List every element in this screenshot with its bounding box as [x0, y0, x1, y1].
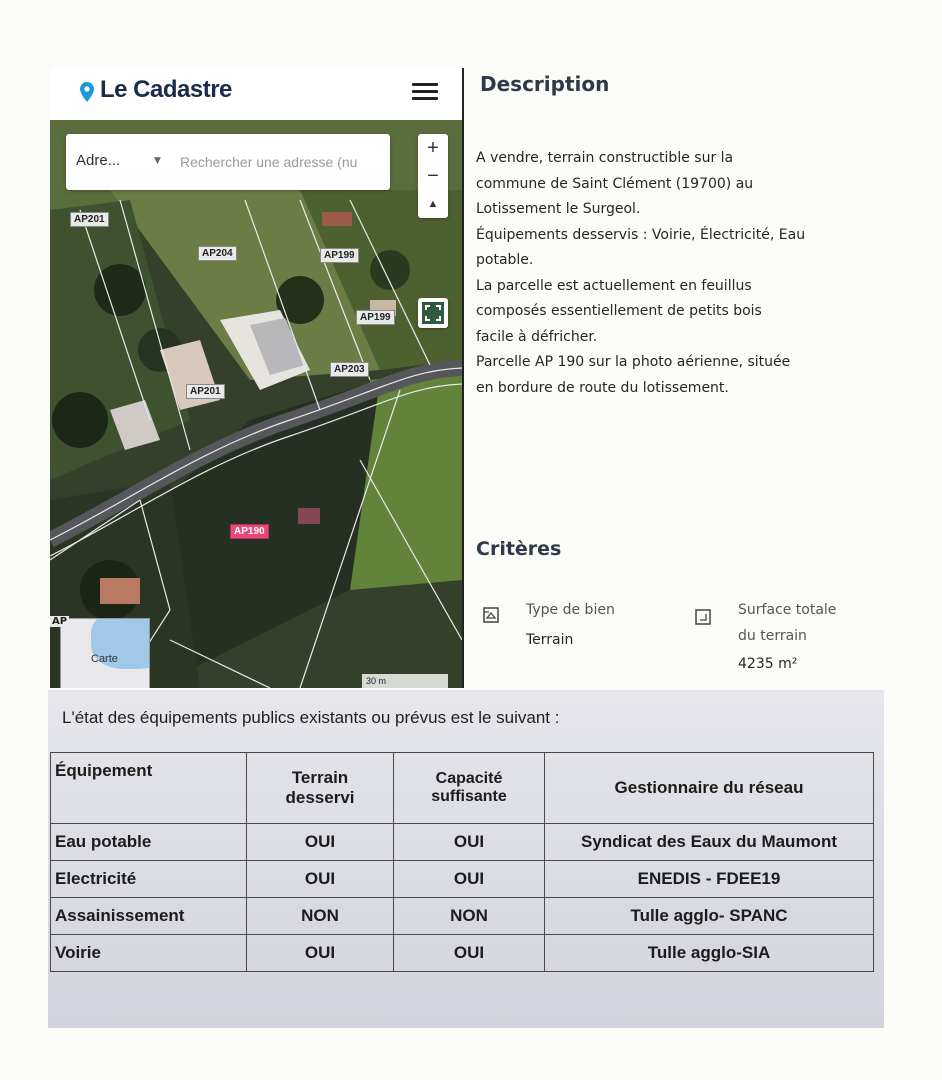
description-line: en bordure de route du lotissement.	[476, 379, 729, 396]
description-line: Équipements desservis : Voirie, Électricité, Eau	[476, 226, 806, 243]
table-row	[51, 861, 874, 898]
parcel-label[interactable]: AP199	[356, 310, 395, 325]
chevron-down-icon[interactable]: ▼	[154, 156, 161, 166]
manager-cell: Tulle agglo-SIA	[545, 935, 874, 972]
table-row	[51, 898, 874, 935]
map-header	[50, 68, 462, 120]
column-header	[394, 753, 545, 824]
description-line: facile à défricher.	[476, 328, 598, 345]
manager-cell: ENEDIS - FDEE19	[545, 861, 874, 898]
aerial-imagery	[50, 120, 462, 688]
description-heading: Description	[480, 72, 610, 96]
zoom-in-button[interactable]: +	[427, 137, 439, 159]
served-cell: OUI	[247, 861, 394, 898]
served-cell: NON	[247, 898, 394, 935]
column-header-line: Capacité	[435, 770, 503, 787]
column-header: Gestionnaire du réseau	[545, 753, 874, 824]
parcel-label-highlighted[interactable]: AP190	[230, 524, 269, 539]
parcel-label[interactable]: AP204	[198, 246, 237, 261]
hamburger-menu-icon[interactable]	[412, 80, 438, 102]
criteria-heading: Critères	[476, 538, 562, 560]
capacity-cell: OUI	[394, 935, 545, 972]
address-search-input[interactable]	[178, 148, 394, 176]
surface-label: Surface totale	[738, 602, 837, 618]
parcel-label[interactable]: AP201	[70, 212, 109, 227]
zoom-control	[418, 134, 448, 218]
manager-cell: Tulle agglo- SPANC	[545, 898, 874, 935]
column-header: Équipement	[51, 753, 247, 824]
cadastre-map-panel	[50, 68, 462, 688]
equipment-name: Assainissement	[51, 898, 247, 935]
panel-divider	[462, 68, 464, 688]
aerial-map[interactable]	[50, 120, 462, 688]
description-line: potable.	[476, 252, 534, 268]
property-type-label: Type de bien	[526, 602, 615, 618]
description-line: Lotissement le Surgeol.	[476, 201, 641, 217]
parcel-label[interactable]: AP201	[186, 384, 225, 399]
equipment-document	[48, 690, 884, 1028]
column-header-line: desservi	[285, 788, 355, 807]
address-search-box	[66, 134, 390, 190]
location-pin-icon	[80, 82, 94, 102]
zoom-out-button[interactable]: −	[427, 165, 439, 187]
table-row	[51, 824, 874, 861]
table-row	[51, 935, 874, 972]
search-type-select[interactable]: Adre...	[76, 152, 121, 169]
north-arrow-button[interactable]: ▲	[427, 198, 439, 210]
capacity-cell: OUI	[394, 824, 545, 861]
basemap-toggle[interactable]	[60, 618, 150, 688]
description-line: commune de Saint Clément (19700) au	[476, 175, 754, 192]
map-scale-bar: 30 m	[362, 674, 448, 688]
manager-cell: Syndicat des Eaux du Maumont	[545, 824, 874, 861]
equipment-intro: L'état des équipements publics existants ou prévus est le suivant :	[62, 708, 560, 727]
column-header-line: suffisante	[431, 788, 507, 805]
equipment-table	[50, 752, 874, 972]
table-header-row	[51, 753, 874, 824]
description-text	[476, 146, 886, 401]
listing-details	[476, 60, 896, 690]
parcel-label[interactable]: AP203	[330, 362, 369, 377]
fullscreen-button[interactable]	[418, 298, 448, 328]
property-type-value: Terrain	[526, 632, 574, 648]
column-header	[247, 753, 394, 824]
capacity-cell: NON	[394, 898, 545, 935]
fullscreen-icon	[418, 298, 448, 328]
surface-value: 4235 m²	[738, 656, 798, 672]
served-cell: OUI	[247, 935, 394, 972]
served-cell: OUI	[247, 824, 394, 861]
description-line: A vendre, terrain constructible sur la	[476, 150, 734, 166]
column-header-line: Terrain	[291, 768, 349, 787]
description-line: Parcelle AP 190 sur la photo aérienne, située	[476, 354, 791, 370]
equipment-name: Eau potable	[51, 824, 247, 861]
equipment-name: Electricité	[51, 861, 247, 898]
parcel-label: AP	[52, 616, 68, 627]
surface-label: du terrain	[738, 628, 807, 644]
parcel-label[interactable]: AP199	[320, 248, 359, 263]
capacity-cell: OUI	[394, 861, 545, 898]
surface-area-icon	[694, 608, 712, 626]
basemap-label: Carte	[91, 653, 118, 665]
equipment-name: Voirie	[51, 935, 247, 972]
description-line: composés essentiellement de petits bois	[476, 303, 762, 319]
property-type-icon	[482, 606, 500, 624]
description-line: La parcelle est actuellement en feuillus	[476, 277, 752, 294]
app-title[interactable]: Le Cadastre	[100, 76, 232, 103]
